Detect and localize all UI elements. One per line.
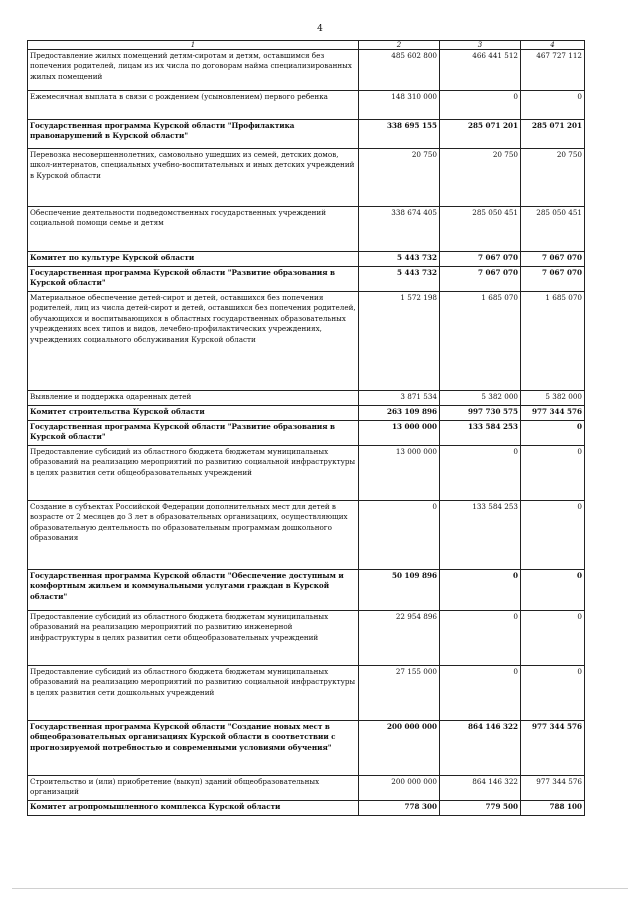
value-col-2: 1 572 198 [359, 292, 440, 391]
value-col-2: 20 750 [359, 149, 440, 207]
row-label: Государственная программа Курской области "Обеспечение доступным и комфортным жильем и коммунальными услугами граждан в Курской области" [28, 570, 359, 611]
value-col-4: 0 [521, 611, 585, 666]
table-row [28, 267, 585, 292]
table-row [28, 501, 585, 570]
row-label: Комитет по культуре Курской области [28, 252, 359, 267]
value-col-2: 13 000 000 [359, 421, 440, 446]
value-col-2: 50 109 896 [359, 570, 440, 611]
value-col-3: 1 685 070 [440, 292, 521, 391]
value-col-2: 0 [359, 501, 440, 570]
value-col-3: 466 441 512 [440, 50, 521, 91]
value-col-3: 133 584 253 [440, 501, 521, 570]
value-col-4: 7 067 070 [521, 252, 585, 267]
value-col-3: 864 146 322 [440, 721, 521, 776]
value-col-2: 200 000 000 [359, 776, 440, 801]
value-col-3: 0 [440, 91, 521, 120]
value-col-3: 0 [440, 570, 521, 611]
value-col-4: 20 750 [521, 149, 585, 207]
table-row [28, 611, 585, 666]
row-label: Государственная программа Курской области "Развитие образования в Курской области" [28, 421, 359, 446]
row-label: Государственная программа Курской области "Развитие образования в Курской области" [28, 267, 359, 292]
table-row [28, 406, 585, 421]
row-label: Выявление и поддержка одаренных детей [28, 391, 359, 406]
table-row [28, 570, 585, 611]
value-col-3: 7 067 070 [440, 252, 521, 267]
table-row [28, 120, 585, 149]
value-col-4: 0 [521, 421, 585, 446]
value-col-3: 0 [440, 666, 521, 721]
value-col-2: 778 300 [359, 801, 440, 816]
value-col-4: 285 050 451 [521, 207, 585, 252]
table-row [28, 801, 585, 816]
row-label: Предоставление субсидий из областного бюджета бюджетам муниципальных образований на реализацию мероприятий по развитию социальной инфраструктуры в целях развития сети общеобразовательных учреждений [28, 446, 359, 501]
value-col-3: 20 750 [440, 149, 521, 207]
table-row [28, 421, 585, 446]
table-row [28, 666, 585, 721]
column-header-4: 4 [521, 41, 585, 50]
row-label: Комитет строительства Курской области [28, 406, 359, 421]
value-col-2: 148 310 000 [359, 91, 440, 120]
value-col-4: 977 344 576 [521, 721, 585, 776]
table-row [28, 149, 585, 207]
value-col-4: 0 [521, 91, 585, 120]
table-row [28, 721, 585, 776]
value-col-3: 5 382 000 [440, 391, 521, 406]
value-col-2: 200 000 000 [359, 721, 440, 776]
column-header-1: 1 [28, 41, 359, 50]
scan-edge-line [12, 888, 628, 889]
value-col-3: 285 071 201 [440, 120, 521, 149]
value-col-2: 5 443 732 [359, 267, 440, 292]
value-col-4: 7 067 070 [521, 267, 585, 292]
row-label: Комитет агропромышленного комплекса Курской области [28, 801, 359, 816]
row-label: Государственная программа Курской области "Создание новых мест в общеобразовательных организациях Курской области в соответствии с прогнозируемой потребностью и современными условиями обучения" [28, 721, 359, 776]
value-col-2: 338 674 405 [359, 207, 440, 252]
value-col-3: 133 584 253 [440, 421, 521, 446]
column-header-3: 3 [440, 41, 521, 50]
value-col-4: 977 344 576 [521, 776, 585, 801]
table-row [28, 91, 585, 120]
value-col-2: 22 954 896 [359, 611, 440, 666]
row-label: Перевозка несовершеннолетних, самовольно ушедших из семей, детских домов, школ-интернатов, специальных учебно-воспитательных и иных детских учреждений в Курской области [28, 149, 359, 207]
value-col-4: 285 071 201 [521, 120, 585, 149]
budget-table-body [28, 41, 585, 816]
row-label: Строительство и (или) приобретение (выкуп) зданий общеобразовательных организаций [28, 776, 359, 801]
row-label: Государственная программа Курской области "Профилактика правонарушений в Курской области" [28, 120, 359, 149]
row-label: Обеспечение деятельности подведомственных государственных учреждений социальной помощи семье и детям [28, 207, 359, 252]
value-col-2: 263 109 896 [359, 406, 440, 421]
value-col-4: 467 727 112 [521, 50, 585, 91]
value-col-2: 338 695 155 [359, 120, 440, 149]
table-row [28, 207, 585, 252]
budget-table [27, 40, 585, 816]
row-label: Материальное обеспечение детей-сирот и детей, оставшихся без попечения родителей, лиц из числа детей-сирот и детей, оставшихся без попечения родителей, обучающихся и воспитывающихся в областных государственных образовательных учреждениях всех типов и видов, лечебно-профилактических учреждениях, учреждениях социального обслуживания Курской области [28, 292, 359, 391]
page-number: 4 [317, 24, 323, 34]
value-col-2: 13 000 000 [359, 446, 440, 501]
value-col-4: 0 [521, 446, 585, 501]
value-col-2: 5 443 732 [359, 252, 440, 267]
value-col-3: 0 [440, 611, 521, 666]
value-col-4: 1 685 070 [521, 292, 585, 391]
table-row [28, 776, 585, 801]
value-col-4: 5 382 000 [521, 391, 585, 406]
row-label: Предоставление субсидий из областного бюджета бюджетам муниципальных образований на реализацию мероприятий по развитию инженерной инфраструктуры в целях развития сети общеобразовательных учреждений [28, 611, 359, 666]
table-row [28, 292, 585, 391]
value-col-2: 485 602 800 [359, 50, 440, 91]
value-col-4: 0 [521, 570, 585, 611]
table-row [28, 252, 585, 267]
table-row [28, 50, 585, 91]
column-header-2: 2 [359, 41, 440, 50]
value-col-2: 3 871 534 [359, 391, 440, 406]
row-label: Ежемесячная выплата в связи с рождением (усыновлением) первого ребенка [28, 91, 359, 120]
value-col-3: 997 730 575 [440, 406, 521, 421]
table-header-row [28, 41, 585, 50]
row-label: Создание в субъектах Российской Федерации дополнительных мест для детей в возрасте от 2 месяцев до 3 лет в образовательных организациях, осуществляющих образовательную деятельность по образовательным программам дошкольного образования [28, 501, 359, 570]
value-col-4: 0 [521, 501, 585, 570]
table-row [28, 446, 585, 501]
value-col-3: 779 500 [440, 801, 521, 816]
value-col-3: 7 067 070 [440, 267, 521, 292]
value-col-3: 864 146 322 [440, 776, 521, 801]
row-label: Предоставление жилых помещений детям-сиротам и детям, оставшимся без попечения родителей, лицам из их числа по договорам найма специализированных жилых помещений [28, 50, 359, 91]
row-label: Предоставление субсидий из областного бюджета бюджетам муниципальных образований на реализацию мероприятий по развитию социальной инфраструктуры в целях развития сети дошкольных учреждений [28, 666, 359, 721]
value-col-4: 977 344 576 [521, 406, 585, 421]
table-row [28, 391, 585, 406]
value-col-3: 0 [440, 446, 521, 501]
value-col-3: 285 050 451 [440, 207, 521, 252]
value-col-4: 0 [521, 666, 585, 721]
value-col-4: 788 100 [521, 801, 585, 816]
value-col-2: 27 155 000 [359, 666, 440, 721]
